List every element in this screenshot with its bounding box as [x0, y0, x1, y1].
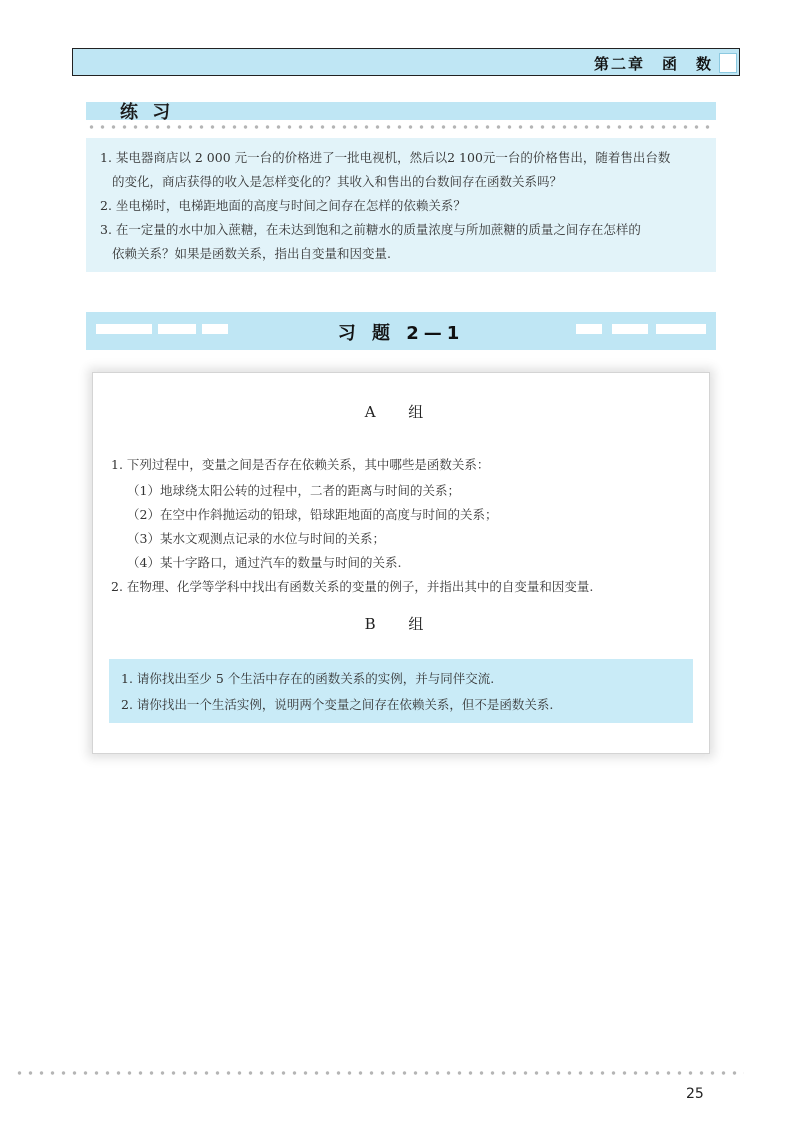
- practice-item-1: 1. 某电器商店以 2 000 元一台的价格进了一批电视机，然后以2 100元一台的价格售出，随着售出台数: [100, 150, 671, 165]
- group-a-sub-1: （1）地球绕太阳公转的过程中，二者的距离与时间的关系；: [127, 483, 460, 498]
- group-a-question-1: 1. 下列过程中，变量之间是否存在依赖关系，其中哪些是函数关系：: [111, 457, 490, 472]
- group-b-title: B 组: [364, 615, 438, 633]
- group-a-sub-4: （4）某十字路口，通过汽车的数量与时间的关系.: [127, 555, 402, 570]
- practice-title: 练 习: [120, 102, 175, 123]
- group-b-question-1: 1. 请你找出至少 5 个生活中存在的函数关系的实例，并与同伴交流.: [121, 671, 495, 686]
- footer-dotted-divider: [14, 1070, 744, 1076]
- group-a-title: A 组: [364, 403, 438, 421]
- chapter-title: 第二章 函 数: [593, 55, 713, 73]
- header-tab-decoration: [719, 53, 737, 73]
- practice-item-3: 3. 在一定量的水中加入蔗糖，在未达到饱和之前糖水的质量浓度与所加蔗糖的质量之间存在怎样的: [100, 222, 641, 237]
- exercise-card: [92, 372, 710, 754]
- group-a-question-2: 2. 在物理、化学等学科中找出有函数关系的变量的例子，并指出其中的自变量和因变量.: [111, 579, 594, 594]
- practice-dotted-divider: [86, 124, 716, 130]
- chapter-header: [72, 48, 740, 76]
- practice-box: [86, 138, 716, 272]
- exercise-title: 习 题 2—1: [337, 323, 465, 344]
- practice-item-2: 2. 坐电梯时，电梯距地面的高度与时间之间存在怎样的依赖关系？: [100, 198, 466, 213]
- group-b-question-2: 2. 请你找出一个生活实例，说明两个变量之间存在依赖关系，但不是函数关系.: [121, 697, 554, 712]
- page-number: 25: [686, 1086, 704, 1102]
- practice-item-1-cont: 的变化，商店获得的收入是怎样变化的？其收入和售出的台数间存在函数关系吗？: [112, 174, 563, 189]
- group-a-sub-2: （2）在空中作斜抛运动的铅球，铅球距地面的高度与时间的关系；: [127, 507, 498, 522]
- exercise-title-bar: [86, 312, 716, 350]
- group-b-box: [109, 659, 693, 723]
- practice-item-3-cont: 依赖关系？如果是函数关系，指出自变量和因变量.: [112, 246, 391, 261]
- practice-title-bar: [86, 102, 716, 120]
- group-a-sub-3: （3）某水文观测点记录的水位与时间的关系；: [127, 531, 385, 546]
